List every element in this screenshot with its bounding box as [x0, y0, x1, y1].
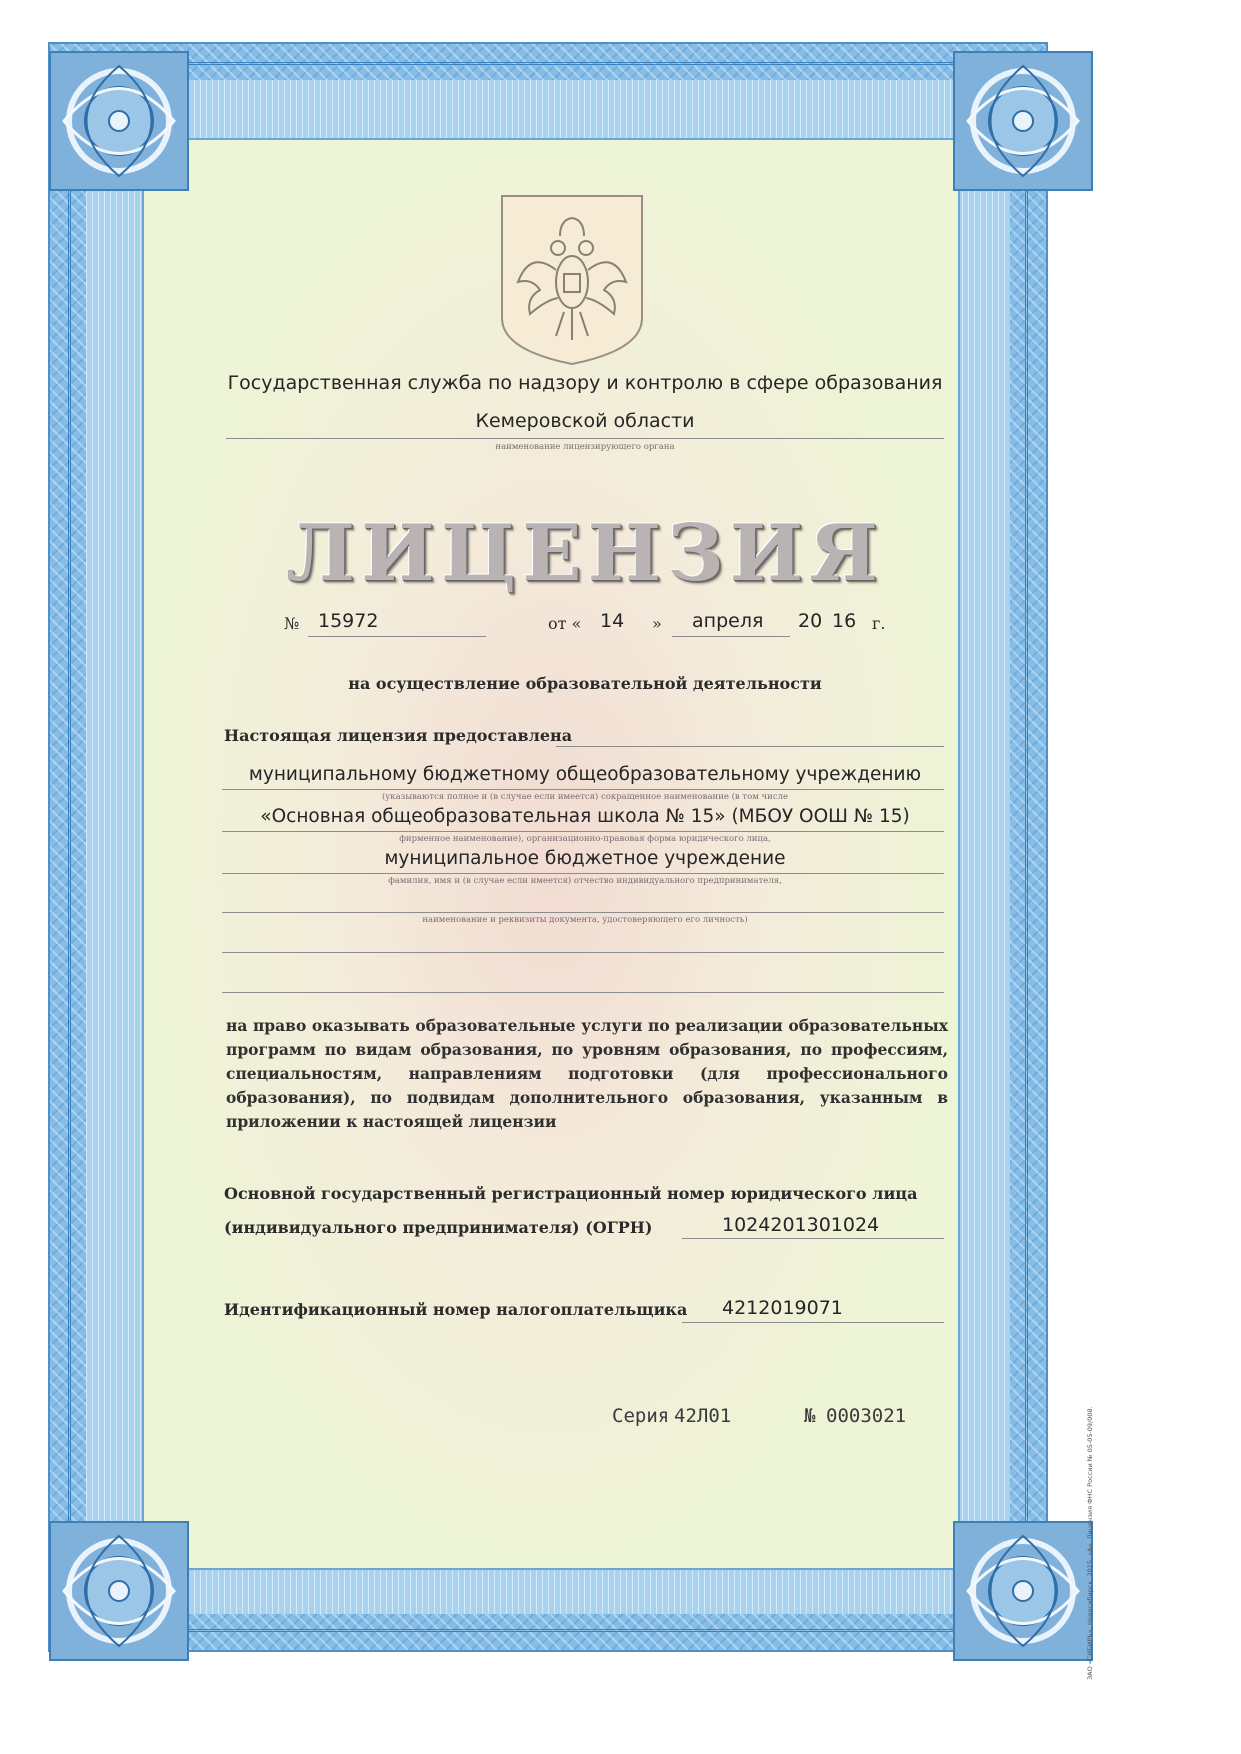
printer-note — [1086, 1380, 1098, 1680]
licensee-line3: муниципальное бюджетное учреждение — [384, 848, 786, 869]
licensee-underline-5 — [222, 952, 944, 953]
license-number: 15972 — [318, 610, 379, 632]
ogrn-label-line1: Основной государственный регистрационный номер юридического лица — [224, 1184, 918, 1203]
authority-underline — [226, 438, 944, 439]
license-title: ЛИЦЕНЗИЯ — [286, 508, 884, 599]
granted-underline — [556, 746, 944, 747]
date-prefix: от « — [548, 614, 582, 633]
licensee-underline-2 — [222, 831, 944, 832]
date-year-suffix: 16 — [832, 610, 857, 632]
number-underline — [308, 636, 486, 637]
granted-label: Настоящая лицензия предоставлена — [224, 726, 573, 745]
ogrn-underline — [682, 1238, 944, 1239]
ogrn-label-line2: (индивидуального предпринимателя) (ОГРН) — [224, 1218, 653, 1237]
inn-label: Идентификационный номер налогоплательщика — [224, 1300, 688, 1319]
corner-ornament-icon — [948, 1516, 1098, 1666]
date-month: апреля — [692, 610, 764, 632]
authority-name-line1: Государственная служба по надзору и контролю в сфере образования — [227, 372, 943, 394]
licensee-line2: «Основная общеобразовательная школа № 15» (МБОУ ООШ № 15) — [260, 806, 910, 827]
printer-note-text: ЗАО «СИБИРЬ», Новосибирск, 2015, «А». Лицензия ФНС России № 05-05-09/008. — [1086, 1406, 1094, 1680]
corner-ornament-icon — [44, 1516, 194, 1666]
number-prefix: № — [284, 614, 300, 633]
series-value: 42Л01 — [674, 1405, 732, 1427]
inn-value: 4212019071 — [722, 1297, 843, 1319]
date-day-close: » — [652, 614, 662, 633]
blank-number-prefix: № — [804, 1405, 816, 1427]
series-label: Серия — [612, 1405, 670, 1427]
date-year-unit: г. — [872, 614, 886, 633]
corner-ornament-icon — [948, 46, 1098, 196]
month-underline — [672, 636, 790, 637]
ogrn-value: 1024201301024 — [722, 1214, 880, 1236]
license-purpose: на осуществление образовательной деятельности — [348, 674, 822, 693]
rights-paragraph: на право оказывать образовательные услуги по реализации образовательных программ по видам образования, по уровням образования, по профессиям, специальностям, направлениям подготовки (для профессионального образования), по подвидам дополнительного образования, указанным в приложении к настоящей лицензии — [226, 1016, 948, 1131]
licensee-underline-6 — [222, 992, 944, 993]
licensee-line1: муниципальному бюджетному общеобразовательному учреждению — [248, 764, 922, 785]
licensee-caption-1: (указываются полное и (в случае если имеется) сокращенное наименование (в том числе — [381, 792, 789, 802]
date-year-prefix: 20 — [798, 610, 823, 632]
licensee-caption-3: фамилия, имя и (в случае если имеется) отчество индивидуального предпринимателя, — [388, 876, 782, 886]
licensee-caption-4: наименование и реквизиты документа, удостоверяющего его личность) — [422, 915, 748, 925]
licensee-underline-4 — [222, 912, 944, 913]
licensee-underline-1 — [222, 789, 944, 790]
authority-name-line2: Кемеровской области — [475, 410, 695, 432]
date-day: 14 — [600, 610, 625, 632]
authority-caption: наименование лицензирующего органа — [495, 442, 675, 452]
licensee-caption-2: фирменное наименование), организационно-правовая форма юридического лица, — [399, 834, 771, 844]
coat-of-arms-icon — [496, 190, 648, 368]
blank-number: 0003021 — [826, 1405, 907, 1427]
inn-underline — [682, 1322, 944, 1323]
licensee-underline-3 — [222, 873, 944, 874]
corner-ornament-icon — [44, 46, 194, 196]
